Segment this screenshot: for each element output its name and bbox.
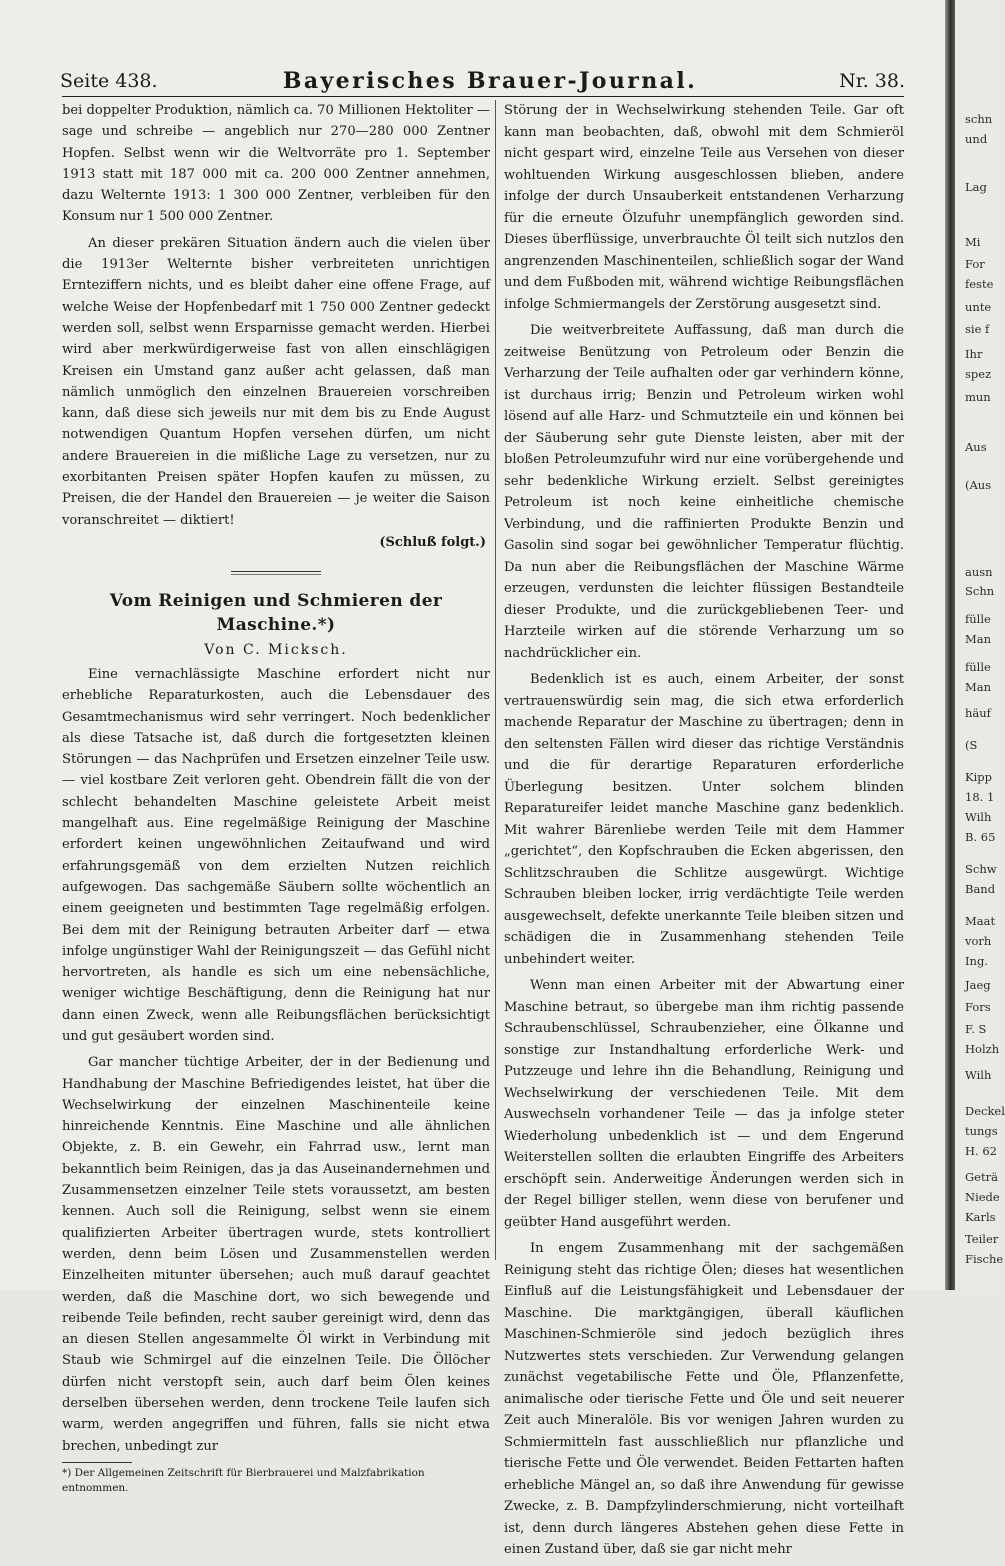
adjacent-page-fragment: Wilh: [965, 1068, 992, 1082]
adjacent-page-fragment: Holzh: [965, 1042, 1000, 1056]
footnote-rule: [62, 1462, 132, 1463]
adjacent-page-fragment: Fische: [965, 1252, 1004, 1266]
adjacent-page-fragment: Kipp: [965, 770, 992, 784]
page-number: Seite 438.: [60, 70, 158, 92]
adjacent-page-fragment: Mi: [965, 235, 981, 249]
adjacent-page-fragment: Deckel: [965, 1104, 1005, 1118]
adjacent-page-fragment: (Aus: [965, 478, 992, 492]
adjacent-page-fragment: Lag: [965, 180, 987, 194]
header-rule: [62, 96, 904, 97]
adjacent-page-fragment: unte: [965, 300, 992, 314]
adjacent-page-fragment: Ihr: [965, 347, 983, 361]
right-paragraph-3: Bedenklich ist es auch, einem Arbeiter, der sonst vertrauenswürdig sein mag, die sich etwa erforderlich machende Reparatur der Maschine zu übertragen; denn in den seltensten Fällen wird dieser das richtige Verständnis und die für derartige Reparaturen erforderliche Überlegung besitzen. Unter solchem blinden Reparatureifer leidet manche Maschine ganz bedenklich. Mit wahrer Bärenliebe werden Teile mit dem Hammer „gerichtet“, den Kopfschrauben die Ecken abgerissen, den Schlitzschrauben die Schlitze ausgewürgt. Wichtige Schrauben bleiben locker, irrig verdächtigte Teile werden ausgewechselt, defekte unerkannte Teile bleiben sitzen und schädigen die in Zusammenhang stehenden Teile unbehindert weiter.: [504, 672, 904, 967]
adjacent-page-fragment: Jaeg: [965, 978, 991, 992]
adjacent-page-fragment: feste: [965, 277, 994, 291]
adjacent-page-fragment: B. 65: [965, 830, 996, 844]
adjacent-page-fragment: spez: [965, 367, 992, 381]
adjacent-page-fragment: fülle: [965, 612, 991, 626]
right-paragraph-4: Wenn man einen Arbeiter mit der Abwartung einer Maschine betraut, so übergebe man ihm richtig passende Schraubenschlüssel, Schraubenzieher, eine Ölkanne und sonstige zur Instandhaltung erforderliche Werk- und Putzzeuge und lehre ihn die Behandlung, Reinigung und Wechselwirkung der verschiedenen Teile. Mit dem Auswechseln vorhandener Teile — das ja infolge steter Wiederholung unbedenklich ist — und dem Engerund Weiterstellen sollten die erlaubten Eingriffe des Arbeiters erschöpft sein. Anderweitige Änderungen werden sich in der Regel billiger stellen, wenn diese von berufener und geübter Hand ausgeführt werden.: [504, 978, 904, 1230]
adjacent-page-fragment: sie f: [965, 322, 990, 336]
left-column: [62, 100, 490, 1496]
continuation-note: (Schluß folgt.): [379, 534, 486, 550]
right-paragraph-1: Störung der in Wechselwirkung stehenden Teile. Gar oft kann man beobachten, daß, obwohl mit dem Schmieröl nicht gespart wird, einzelne Teile aus Versehen von dieser wohltuenden Wirkung ausgeschlossen blieben, andere infolge der durch Unsauberkeit entstandenen Verharzung für die erneute Ölzufuhr unempfänglich geworden sind. Dieses überflüssige, unverbrauchte Öl teilt sich nutzlos den angrenzenden Maschinenteilen, schließlich sogar der Wand und dem Fußboden mit, während wichtige Reibungsflächen infolge Schmiermangels der Zerstörung ausgesetzt sind.: [504, 103, 904, 312]
footnote: *) Der Allgemeinen Zeitschrift für Bierbrauerei und Malzfabrikation entnommen.: [62, 1466, 425, 1494]
adjacent-page-fragment: Man: [965, 632, 992, 646]
adjacent-page: [955, 0, 1005, 1290]
adjacent-page-fragment: fülle: [965, 660, 991, 674]
adjacent-page-fragment: Man: [965, 680, 992, 694]
adjacent-page-fragment: Fors: [965, 1000, 991, 1014]
right-column: [504, 100, 904, 1566]
adjacent-page-fragment: Schn: [965, 584, 995, 598]
book-gutter: [945, 0, 955, 1290]
adjacent-page-fragment: Karls: [965, 1210, 996, 1224]
adjacent-page-fragment: tungs: [965, 1124, 998, 1138]
left-paragraph-2: An dieser prekären Situation ändern auch die vielen über die 1913er Welternte bisher verbreiteten unrichtigen Ernteziffern nichts, und es bleibt daher eine offene Frage, auf welche Weise der Hopfenbedarf mit 1 750 000 Zentner gedeckt werden soll, selbst wenn Ersparnisse gemacht werden. Hierbei wird aber merkwürdigerweise fast von allen einschlägigen Kreisen ein Umstand ganz außer acht gelassen, daß man nämlich unmöglich den einzelnen Brauereien vorschreiben kann, daß diese sich jeweils nur mit dem bis zu Ende August notwendigen Quantum Hopfen versehen dürfen, um nicht andere Brauereien in die mißliche Lage zu versetzen, nur zu exorbitanten Preisen später Hopfen kaufen zu müssen, zu Preisen, die der Handel den Brauereien — je weiter die Saison voranschreitet — diktiert!: [62, 235, 490, 528]
adjacent-page-fragment: schn: [965, 112, 993, 126]
adjacent-page-fragment: F. S: [965, 1022, 987, 1036]
article-separator: [231, 571, 321, 575]
article-title: Vom Reinigen und Schmieren der Maschine.*): [109, 590, 443, 635]
adjacent-page-fragment: Wilh: [965, 810, 992, 824]
adjacent-page-fragment: 18. 1: [965, 790, 995, 804]
adjacent-page-fragment: mun: [965, 390, 991, 404]
adjacent-page-fragment: häuf: [965, 706, 991, 720]
left-paragraph-3: Eine vernachlässigte Maschine erfordert nicht nur erhebliche Reparaturkosten, auch die Lebensdauer des Gesamtmechanismus wird sehr verringert. Noch bedenklicher als diese Tatsache ist, daß durch die fortgesetzten kleinen Störungen — das Nachprüfen und Ersetzen einzelner Teile usw. — viel kostbare Zeit verloren geht. Obendrein fällt die von der schlecht behandelten Maschine geleistete Arbeit meist mangelhaft aus. Eine regelmäßige Reinigung der Maschine erfordert keinen ungewöhnlichen Zeitaufwand und wird erfahrungsgemäß von dem erzielten Nutzen reichlich aufgewogen. Das sachgemäße Säubern sollte wöchentlich an einem geeigneten und bestimmten Tage regelmäßig erfolgen. Bei dem mit der Reinigung betrauten Arbeiter darf — etwa infolge ungünstiger Wahl der Reinigungszeit — das Gefühl nicht hervortreten, als handle es sich um eine nebensächliche, weniger wichtige Beschäftigung, denn die Reinigung hat nur dann einen Zweck, wenn alle Reibungsflächen berücksichtigt und gut gesäubert worden sind.: [62, 666, 490, 1044]
left-paragraph-4: Gar mancher tüchtige Arbeiter, der in der Bedienung und Handhabung der Maschine Befriedigendes leistet, hat über die Wechselwirkung der einzelnen Maschinenteile keine hinreichende Kenntnis. Eine Maschine und alle ähnlichen Objekte, z. B. ein Gewehr, ein Fahrrad usw., lernt man bekanntlich beim Reinigen, das ja das Auseinandernehmen und Zusammensetzen einzelner Teile stets voraussetzt, am besten kennen. Auch soll die Reinigung, selbst wenn sie einem qualifizierten Arbeiter übertragen wurde, stets kontrolliert werden, denn beim Lösen und Zusammenstellen werden Einzelheiten mitunter übersehen; auch muß darauf geachtet werden, daß die Maschine dort, wo sich bewegende und reibende Teile befinden, recht sauber gereinigt wird, denn das an diesen Stellen angesammelte Öl wirkt in Verbindung mit Staub wie Schmirgel auf die einzelnen Teile. Die Öllöcher dürfen nicht verstopft sein, auch darf beim Ölen keines derselben übersehen werden, denn trockene Teile laufen sich warm, werden angegriffen und führen, falls sie nicht etwa brechen, unbedingt zur: [62, 1055, 490, 1454]
issue-number: Nr. 38.: [839, 70, 905, 92]
article-author: Von C. Micksch.: [204, 641, 348, 658]
adjacent-page-fragment: ausn: [965, 565, 993, 579]
adjacent-page-fragment: Geträ: [965, 1170, 998, 1184]
adjacent-page-fragment: For: [965, 257, 985, 271]
adjacent-page-fragment: Teiler: [965, 1232, 999, 1246]
adjacent-page-fragment: Niede: [965, 1190, 1000, 1204]
adjacent-page-fragment: H. 62: [965, 1144, 997, 1158]
adjacent-page-fragment: Band: [965, 882, 996, 896]
adjacent-page-fragment: Schw: [965, 862, 997, 876]
right-paragraph-5: In engem Zusammenhang mit der sachgemäßen Reinigung steht das richtige Ölen; dieses hat wesentlichen Einfluß auf die Leistungsfähigkeit und Lebensdauer der Maschine. Die marktgängigen, überall käuflichen Maschinen-Schmieröle sind jedoch bezüglich ihres Nutzwertes stets verschieden. Zur Verwendung gelangen zunächst vegetabilische Fette und Öle, Pflanzenfette, animalische oder tierische Fette und Öle und seit neuerer Zeit auch Mineralöle. Bis vor wenigen Jahren wurden zu Schmiermitteln fast ausschließlich nur pflanzliche und tierische Fette und Öle verwendet. Beiden Fettarten haften erhebliche Mängel an, so daß ihre Anwendung für gewisse Zwecke, z. B. Dampfzylinderschmierung, nicht vorteilhaft ist, denn durch längeres Abstehen gehen diese Fette in einen Zustand über, daß sie gar nicht mehr: [504, 1241, 904, 1557]
page-header: [60, 70, 905, 98]
journal-title: Bayerisches Brauer-Journal.: [282, 68, 698, 94]
adjacent-page-fragment: (S: [965, 738, 978, 752]
adjacent-page-fragment: und: [965, 132, 988, 146]
left-paragraph-1: bei doppelter Produktion, nämlich ca. 70 Millionen Hektoliter — sage und schreibe — angeblich nur 270—280 000 Zentner Hopfen. Selbst wenn wir die Weltvorräte pro 1. September 1913 statt mit 187 000 mit ca. 200 000 Zentner annehmen, dazu Welternte 1913: 1 300 000 Zentner, verbleiben für den Konsum nur 1 500 000 Zentner.: [62, 103, 490, 225]
right-paragraph-2: Die weitverbreitete Auffassung, daß man durch die zeitweise Benützung von Petroleum oder Benzin die Verharzung der Teile aufhalten oder gar verhindern könne, ist durchaus irrig; Benzin und Petroleum wirken wohl lösend auf alle Harz- und Schmutzteile ein und können bei der Säuberung sehr gute Dienste leisten, aber mit der bloßen Petroleumzufuhr wird nur eine vorübergehende und sehr bedenkliche Wirkung erzielt. Selbst gereinigtes Petroleum ist noch keine einheitliche chemische Verbindung, und die raffinierten Produkte Benzin und Gasolin sind sogar bei gewöhnlicher Temperatur flüchtig. Da nun aber die Reibungsflächen der Maschine Wärme erzeugen, verdunsten die leichter flüssigen Bestandteile dieser Produkte, und die zurückgebliebenen Teer- und Harzteile wirken auf die störende Verharzung um so nachdrücklicher ein.: [504, 323, 904, 661]
adjacent-page-fragment: Aus: [965, 440, 987, 454]
adjacent-page-fragment: Maat: [965, 914, 996, 928]
column-divider: [495, 100, 496, 1260]
adjacent-page-fragment: Ing.: [965, 954, 988, 968]
adjacent-page-fragment: vorh: [965, 934, 992, 948]
